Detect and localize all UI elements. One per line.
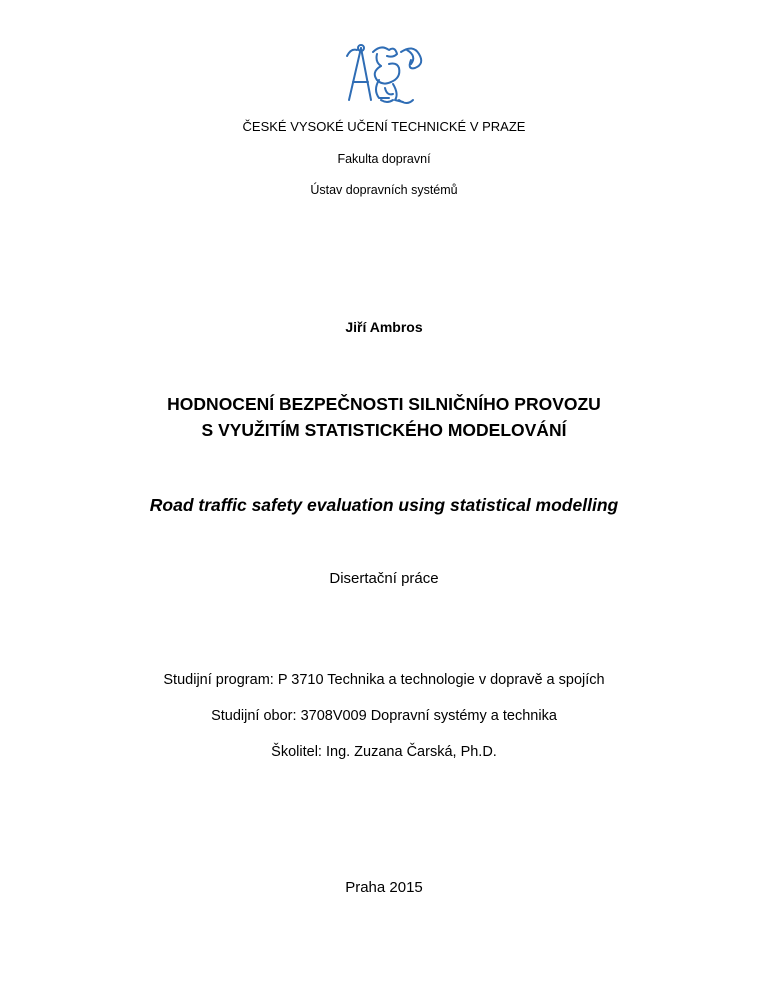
thesis-title-czech-line2: S VYUŽITÍM STATISTICKÉHO MODELOVÁNÍ xyxy=(201,420,567,440)
document-type: Disertační práce xyxy=(329,570,439,587)
university-logo xyxy=(341,42,431,108)
department-name: Ústav dopravních systémů xyxy=(310,183,458,197)
faculty-name: Fakulta dopravní xyxy=(337,152,431,166)
supervisor: Školitel: Ing. Zuzana Čarská, Ph.D. xyxy=(271,744,497,760)
study-program: Studijní program: P 3710 Technika a technologie v dopravě a spojích xyxy=(163,672,605,688)
place-and-year: Praha 2015 xyxy=(345,879,423,896)
thesis-title-english: Road traffic safety evaluation using statistical modelling xyxy=(149,495,619,515)
thesis-title-czech xyxy=(0,391,768,443)
study-field: Studijní obor: 3708V009 Dopravní systémy a technika xyxy=(211,708,557,724)
thesis-title-czech-line1: HODNOCENÍ BEZPEČNOSTI SILNIČNÍHO PROVOZU xyxy=(167,394,601,414)
author-name: Jiří Ambros xyxy=(345,319,423,335)
university-name: ČESKÉ VYSOKÉ UČENÍ TECHNICKÉ V PRAZE xyxy=(242,119,526,134)
